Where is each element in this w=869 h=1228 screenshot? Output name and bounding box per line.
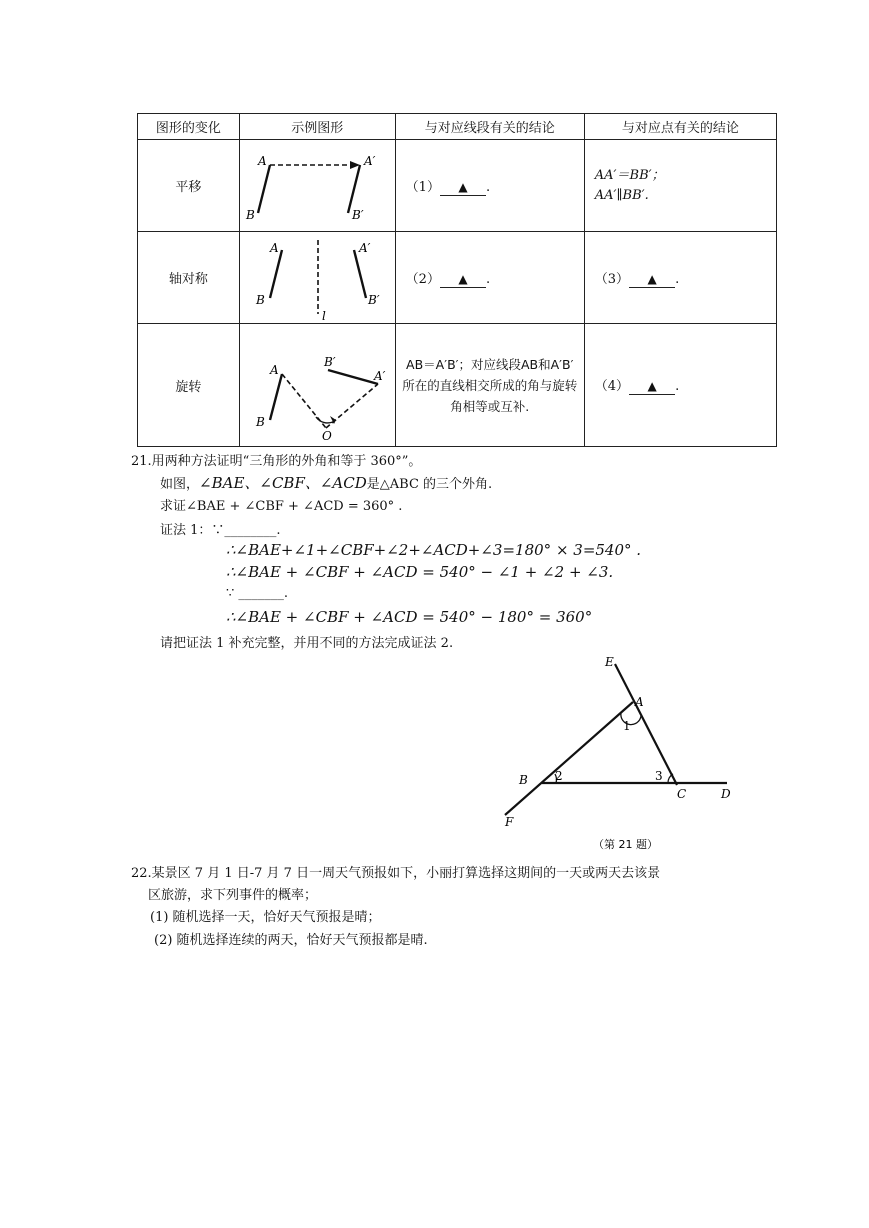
label-A: A xyxy=(270,240,279,255)
label-E: E xyxy=(605,655,614,669)
question-22-item-1: (1) 随机选择一天，恰好天气预报是晴； xyxy=(150,910,381,925)
proof-blank: _______ xyxy=(238,586,284,601)
because-symbol: ∵ xyxy=(226,586,235,601)
label-A: A xyxy=(270,363,279,377)
label-F: F xyxy=(505,815,514,829)
label-B: B xyxy=(519,773,528,787)
triangle-mark-icon: ▲ xyxy=(647,271,657,286)
given-angles: ∠BAE、∠CBF、∠ACD xyxy=(199,474,367,492)
blank-number: （4） xyxy=(594,379,630,394)
label-A: A xyxy=(258,153,267,168)
header-cell: 与对应点有关的结论 xyxy=(584,114,776,140)
segment-conclusion-cell: （1） ▲ . xyxy=(395,140,584,232)
point-conclusion-line: AA′＝BB′； xyxy=(594,167,665,183)
question-21-instruction: 请把证法 1 补充完整，并用不同的方法完成证法 2. xyxy=(160,636,454,651)
point-conclusion-cell xyxy=(584,140,776,232)
question-21-title: 21.用两种方法证明“三角形的外角和等于 360°”。 xyxy=(131,454,422,469)
point-conclusion-cell: （3） ▲ . xyxy=(584,232,776,324)
table-header-row xyxy=(138,114,777,140)
period: . xyxy=(283,586,289,601)
question-21-given xyxy=(160,472,492,493)
point-conclusion-line: AA′∥BB′. xyxy=(594,187,649,203)
table-row xyxy=(138,232,777,324)
given-prefix: 如图， xyxy=(160,477,200,492)
given-suffix: 是△ABC 的三个外角. xyxy=(366,477,493,492)
label-O: O xyxy=(322,429,333,440)
question-21-prove: 求证∠BAE + ∠CBF + ∠ACD = 360° . xyxy=(160,499,403,514)
header-cell: 示例图形 xyxy=(239,114,395,140)
label-l: l xyxy=(322,308,327,322)
proof-1-line-3: ∴∠BAE + ∠CBF + ∠ACD = 540° − ∠1 + ∠2 + ∠3. xyxy=(226,563,614,581)
answer-blank xyxy=(440,180,486,196)
table-row xyxy=(138,324,777,447)
angle-3-label: 3 xyxy=(655,769,663,783)
label-D: D xyxy=(721,787,731,801)
label-B: B xyxy=(256,415,266,429)
transform-name: 轴对称 xyxy=(138,232,240,324)
question-22-item-2: (2) 随机选择连续的两天，恰好天气预报都是晴. xyxy=(154,933,428,948)
label-C: C xyxy=(677,787,687,801)
example-figure-cell xyxy=(239,324,395,447)
segment-conclusion-cell: （2） ▲ . xyxy=(395,232,584,324)
angle-1-label: 1 xyxy=(623,719,631,733)
label-B-prime: B′ xyxy=(324,355,336,369)
label-A-prime: A′ xyxy=(364,153,376,168)
label-B-prime: B′ xyxy=(352,207,364,222)
question-22-line-2: 区旅游，求下列事件的概率； xyxy=(148,888,318,903)
label-A-prime: A′ xyxy=(359,240,371,255)
example-figure-cell xyxy=(239,232,395,324)
proof-1-label: 证法 1：∵ xyxy=(160,523,225,538)
answer-blank xyxy=(629,272,675,288)
table-row xyxy=(138,140,777,232)
proof-1-line-2: ∴∠BAE+∠1+∠CBF+∠2+∠ACD+∠3=180° × 3=540° . xyxy=(226,541,642,559)
header-cell: 与对应线段有关的结论 xyxy=(395,114,584,140)
label-A-prime: A′ xyxy=(374,369,386,383)
symmetry-figure xyxy=(242,234,392,322)
label-B: B xyxy=(256,292,266,307)
label-B: B xyxy=(246,207,256,222)
blank-number: （1） xyxy=(405,179,440,195)
angle-2-label: 2 xyxy=(555,769,563,783)
proof-blank: ________ xyxy=(224,523,277,538)
proof-1-line-4 xyxy=(226,586,288,601)
segment-conclusion-cell: AB＝A′B′；对应线段AB和A′B′所在的直线相交所成的角与旋转角相等或互补. xyxy=(395,324,584,447)
triangle-mark-icon: ▲ xyxy=(647,379,657,393)
answer-blank xyxy=(629,379,675,395)
transform-name: 旋转 xyxy=(138,324,240,447)
triangle-figure xyxy=(495,650,755,855)
rotation-figure xyxy=(242,330,392,440)
triangle-mark-icon: ▲ xyxy=(458,271,468,286)
translation-figure xyxy=(242,143,392,229)
question-22-line-1: 22.某景区 7 月 1 日-7 月 7 日一周天气预报如下，小丽打算选择这期间的一天或两天去该景 xyxy=(131,866,661,881)
blank-number: （3） xyxy=(594,271,630,287)
label-A: A xyxy=(635,695,644,709)
example-figure-cell xyxy=(239,140,395,232)
transformation-table xyxy=(137,113,777,447)
triangle-mark-icon: ▲ xyxy=(458,179,468,194)
figure-caption: （第 21 题） xyxy=(593,838,658,851)
point-conclusion-cell: （4） ▲ . xyxy=(584,324,776,447)
header-cell: 图形的变化 xyxy=(138,114,240,140)
blank-number: （2） xyxy=(405,271,440,287)
period: . xyxy=(276,523,281,538)
label-B-prime: B′ xyxy=(368,292,380,307)
proof-1-line-5: ∴∠BAE + ∠CBF + ∠ACD = 540° − 180° = 360° xyxy=(226,608,593,626)
transform-name: 平移 xyxy=(138,140,240,232)
answer-blank xyxy=(440,272,486,288)
proof-1-line-1 xyxy=(160,519,281,538)
